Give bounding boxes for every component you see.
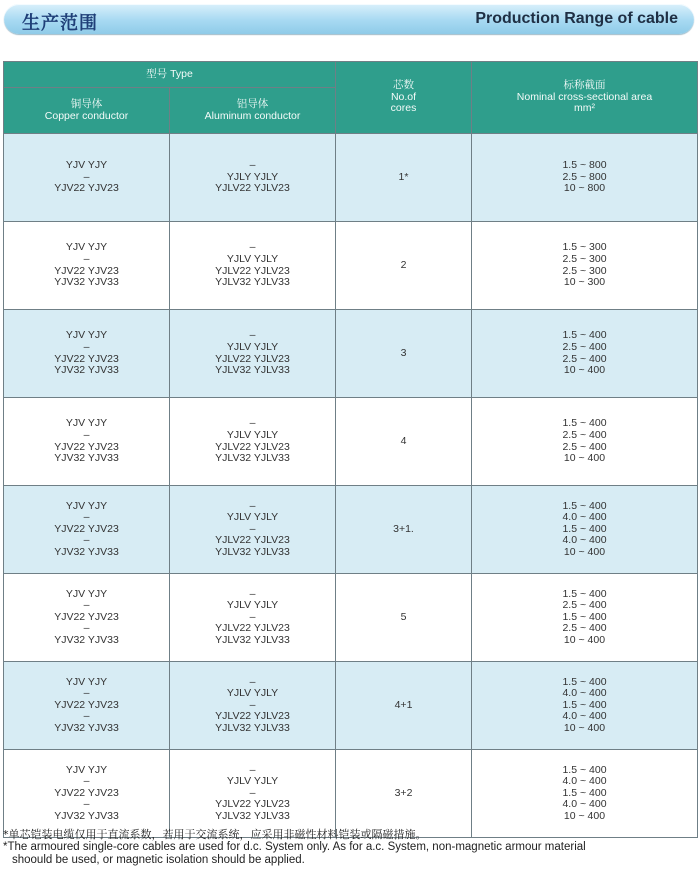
section-cell-line: 10 ~ 400 — [563, 721, 606, 734]
section-cell-line: 4.0 ~ 400 — [562, 687, 607, 700]
aluminum-cell-line: YJLV32 YJLV33 — [215, 364, 290, 377]
copper-cell-line: – — [83, 687, 90, 700]
section-cell-line: 2.5 ~ 300 — [562, 252, 607, 265]
section-header — [472, 62, 698, 134]
section-cell-line: 1.5 ~ 400 — [562, 522, 607, 535]
copper-cell-line: – — [83, 798, 90, 811]
section-cell-line: 2.5 ~ 400 — [562, 352, 607, 365]
table-row — [4, 662, 698, 750]
aluminum-cell-line: YJLV22 YJLV23 — [215, 440, 290, 453]
table-row — [4, 222, 698, 310]
table-body — [4, 134, 698, 838]
section-cell-line: 1.5 ~ 400 — [562, 786, 607, 799]
copper-cell-line: YJV22 YJV23 — [54, 522, 119, 535]
copper-cell-line: YJV32 YJV33 — [54, 721, 119, 734]
section-cell-line: 4.0 ~ 400 — [562, 534, 607, 547]
section-cell-line: 10 ~ 300 — [563, 276, 606, 289]
aluminum-cell — [170, 398, 336, 486]
copper-cell-line: – — [83, 622, 90, 635]
aluminum-cell — [170, 662, 336, 750]
section-cell-line: 1.5 ~ 400 — [562, 675, 607, 688]
aluminum-cell — [170, 486, 336, 574]
section-cell-line: 1.5 ~ 400 — [562, 763, 607, 776]
aluminum-cell-line: YJLV22 YJLV23 — [215, 622, 290, 635]
section-cell — [472, 574, 698, 662]
aluminum-cell-line: YJLV32 YJLV33 — [215, 809, 290, 822]
copper-cell — [4, 134, 170, 222]
aluminum-cell-line: – — [249, 417, 256, 430]
cores-cell: 4 — [336, 398, 472, 486]
aluminum-cell-line: YJLV22 YJLV23 — [215, 798, 290, 811]
aluminum-cell-line: YJLV32 YJLV33 — [215, 545, 290, 558]
section-cell-line: 4.0 ~ 400 — [562, 511, 607, 524]
copper-cell-line: YJV YJY — [65, 159, 108, 172]
section-cell-line: 1.5 ~ 400 — [562, 698, 607, 711]
copper-cell-line: YJV22 YJV23 — [54, 698, 119, 711]
aluminum-cell-line: – — [249, 587, 256, 600]
copper-cell-line: YJV22 YJV23 — [54, 610, 119, 623]
footnote-cn: *单芯铠装电缆仅用于直流系数，若用于交流系统，应采用非磁性材料铠装或隔磁措施。 — [3, 828, 427, 841]
type-header: 型号 Type — [4, 62, 336, 88]
copper-cell-line: YJV YJY — [65, 417, 108, 430]
section-cell-line: 4.0 ~ 400 — [562, 710, 607, 723]
cores-cell: 3+1. — [336, 486, 472, 574]
copper-header-en: Copper conductor — [44, 109, 129, 122]
copper-cell-line: YJV32 YJV33 — [54, 809, 119, 822]
aluminum-cell-line: YJLV YJLY — [226, 599, 279, 612]
table-row — [4, 310, 698, 398]
aluminum-cell-line: YJLV22 YJLV23 — [215, 264, 290, 277]
aluminum-cell — [170, 574, 336, 662]
aluminum-cell-line: – — [249, 675, 256, 688]
footnote-en-line1: *The armoured single-core cables are used for d.c. System only. As for a.c. System, non-magnetic armour material — [3, 841, 586, 853]
copper-cell-line: YJV22 YJV23 — [54, 440, 119, 453]
aluminum-cell-line: YJLV22 YJLV23 — [215, 182, 290, 195]
section-cell-line: 2.5 ~ 400 — [562, 622, 607, 635]
aluminum-cell-line: YJLV YJLY — [226, 428, 279, 441]
copper-cell-line: YJV32 YJV33 — [54, 452, 119, 465]
production-range-table — [3, 61, 698, 838]
cores-header-en1: No.of — [390, 90, 417, 103]
aluminum-cell-line: – — [249, 698, 256, 711]
section-cell-line: 1.5 ~ 300 — [562, 241, 607, 254]
section-cell-line: 4.0 ~ 400 — [562, 798, 607, 811]
copper-cell — [4, 486, 170, 574]
cores-header-cn: 芯数 — [393, 79, 414, 92]
copper-cell-line: YJV YJY — [65, 499, 108, 512]
section-cell — [472, 134, 698, 222]
aluminum-cell-line: YJLV YJLY — [226, 775, 279, 788]
cores-cell: 3+2 — [336, 750, 472, 838]
page-title-cn: 生产范围 — [22, 13, 98, 34]
aluminum-cell-line: YJLV22 YJLV23 — [215, 534, 290, 547]
copper-cell-line: – — [83, 428, 90, 441]
copper-cell-line: – — [83, 534, 90, 547]
section-cell-line: 1.5 ~ 400 — [562, 587, 607, 600]
footnote-en-line2: shoould be used, or magnetic isolation should be applied. — [12, 854, 305, 866]
copper-cell-line: – — [83, 252, 90, 265]
section-header-cn: 标称截面 — [563, 79, 606, 92]
copper-header-cn: 铜导体 — [70, 97, 103, 110]
copper-cell-line: YJV22 YJV23 — [54, 182, 119, 195]
copper-cell — [4, 222, 170, 310]
cores-cell: 2 — [336, 222, 472, 310]
copper-cell — [4, 662, 170, 750]
section-header-unit: mm² — [574, 102, 595, 115]
aluminum-cell-line: – — [249, 329, 256, 342]
aluminum-cell-line: – — [249, 522, 256, 535]
section-cell-line: 4.0 ~ 400 — [562, 775, 607, 788]
aluminum-cell-line: YJLV YJLY — [226, 340, 279, 353]
section-cell-line: 2.5 ~ 300 — [562, 264, 607, 277]
copper-cell-line: – — [83, 599, 90, 612]
aluminum-cell-line: – — [249, 159, 256, 172]
copper-cell-line: – — [83, 340, 90, 353]
copper-cell-line: YJV22 YJV23 — [54, 352, 119, 365]
section-cell-line: 2.5 ~ 800 — [562, 170, 607, 183]
footnote — [3, 828, 693, 867]
copper-cell-line: YJV YJY — [65, 587, 108, 600]
table-row — [4, 486, 698, 574]
section-cell-line: 10 ~ 400 — [563, 452, 606, 465]
aluminum-cell-line: YJLV YJLY — [226, 511, 279, 524]
copper-cell-line: YJV YJY — [65, 241, 108, 254]
section-cell-line: 10 ~ 400 — [563, 633, 606, 646]
aluminum-cell-line: YJLV22 YJLV23 — [215, 352, 290, 365]
copper-cell-line: – — [83, 511, 90, 524]
cores-header — [336, 62, 472, 134]
section-cell — [472, 662, 698, 750]
table-row — [4, 398, 698, 486]
header-bar — [4, 4, 694, 34]
section-cell-line: 2.5 ~ 400 — [562, 440, 607, 453]
aluminum-header — [170, 88, 336, 134]
section-cell-line: 10 ~ 400 — [563, 809, 606, 822]
table-row — [4, 574, 698, 662]
section-cell-line: 1.5 ~ 400 — [562, 610, 607, 623]
section-cell — [472, 310, 698, 398]
copper-cell-line: YJV32 YJV33 — [54, 545, 119, 558]
aluminum-cell — [170, 134, 336, 222]
copper-cell — [4, 310, 170, 398]
copper-cell-line: YJV YJY — [65, 675, 108, 688]
aluminum-cell-line: YJLV32 YJLV33 — [215, 452, 290, 465]
section-cell — [472, 486, 698, 574]
cores-cell: 5 — [336, 574, 472, 662]
section-cell-line: 10 ~ 800 — [563, 182, 606, 195]
section-cell-line: 2.5 ~ 400 — [562, 340, 607, 353]
aluminum-cell-line: – — [249, 786, 256, 799]
aluminum-cell — [170, 310, 336, 398]
copper-cell — [4, 574, 170, 662]
cores-cell: 1* — [336, 134, 472, 222]
copper-cell — [4, 398, 170, 486]
aluminum-header-cn: 铝导体 — [236, 97, 269, 110]
section-cell-line: 1.5 ~ 400 — [562, 329, 607, 342]
copper-cell-line: YJV YJY — [65, 329, 108, 342]
page-title-en: Production Range of cable — [475, 10, 678, 27]
aluminum-cell-line: – — [249, 763, 256, 776]
copper-cell-line: YJV32 YJV33 — [54, 276, 119, 289]
section-cell-line: 1.5 ~ 400 — [562, 499, 607, 512]
section-cell-line: 1.5 ~ 400 — [562, 417, 607, 430]
aluminum-cell — [170, 222, 336, 310]
aluminum-cell-line: YJLV YJLY — [226, 687, 279, 700]
aluminum-cell-line: YJLV22 YJLV23 — [215, 710, 290, 723]
aluminum-cell-line: – — [249, 241, 256, 254]
copper-cell-line: YJV32 YJV33 — [54, 633, 119, 646]
table-row — [4, 750, 698, 838]
table-row — [4, 134, 698, 222]
cores-cell: 3 — [336, 310, 472, 398]
copper-cell-line: YJV22 YJV23 — [54, 264, 119, 277]
copper-header — [4, 88, 170, 134]
aluminum-cell-line: YJLV32 YJLV33 — [215, 721, 290, 734]
copper-cell-line: YJV YJY — [65, 763, 108, 776]
copper-cell-line: YJV32 YJV33 — [54, 364, 119, 377]
copper-cell-line: – — [83, 170, 90, 183]
aluminum-cell — [170, 750, 336, 838]
copper-cell-line: YJV22 YJV23 — [54, 786, 119, 799]
copper-cell-line: – — [83, 710, 90, 723]
section-cell-line: 2.5 ~ 400 — [562, 428, 607, 441]
cores-header-en2: cores — [390, 102, 417, 115]
section-cell — [472, 750, 698, 838]
aluminum-cell-line: – — [249, 499, 256, 512]
aluminum-cell-line: YJLV YJLY — [226, 252, 279, 265]
section-cell — [472, 222, 698, 310]
aluminum-cell-line: YJLV32 YJLV33 — [215, 276, 290, 289]
section-header-en: Nominal cross-sectional area — [516, 90, 653, 103]
aluminum-cell-line: – — [249, 610, 256, 623]
section-cell-line: 1.5 ~ 800 — [562, 159, 607, 172]
section-cell — [472, 398, 698, 486]
aluminum-cell-line: YJLY YJLY — [226, 170, 279, 183]
aluminum-header-en: Aluminum conductor — [204, 109, 301, 122]
cores-cell: 4+1 — [336, 662, 472, 750]
section-cell-line: 2.5 ~ 400 — [562, 599, 607, 612]
aluminum-cell-line: YJLV32 YJLV33 — [215, 633, 290, 646]
copper-cell — [4, 750, 170, 838]
section-cell-line: 10 ~ 400 — [563, 364, 606, 377]
section-cell-line: 10 ~ 400 — [563, 545, 606, 558]
copper-cell-line: – — [83, 775, 90, 788]
